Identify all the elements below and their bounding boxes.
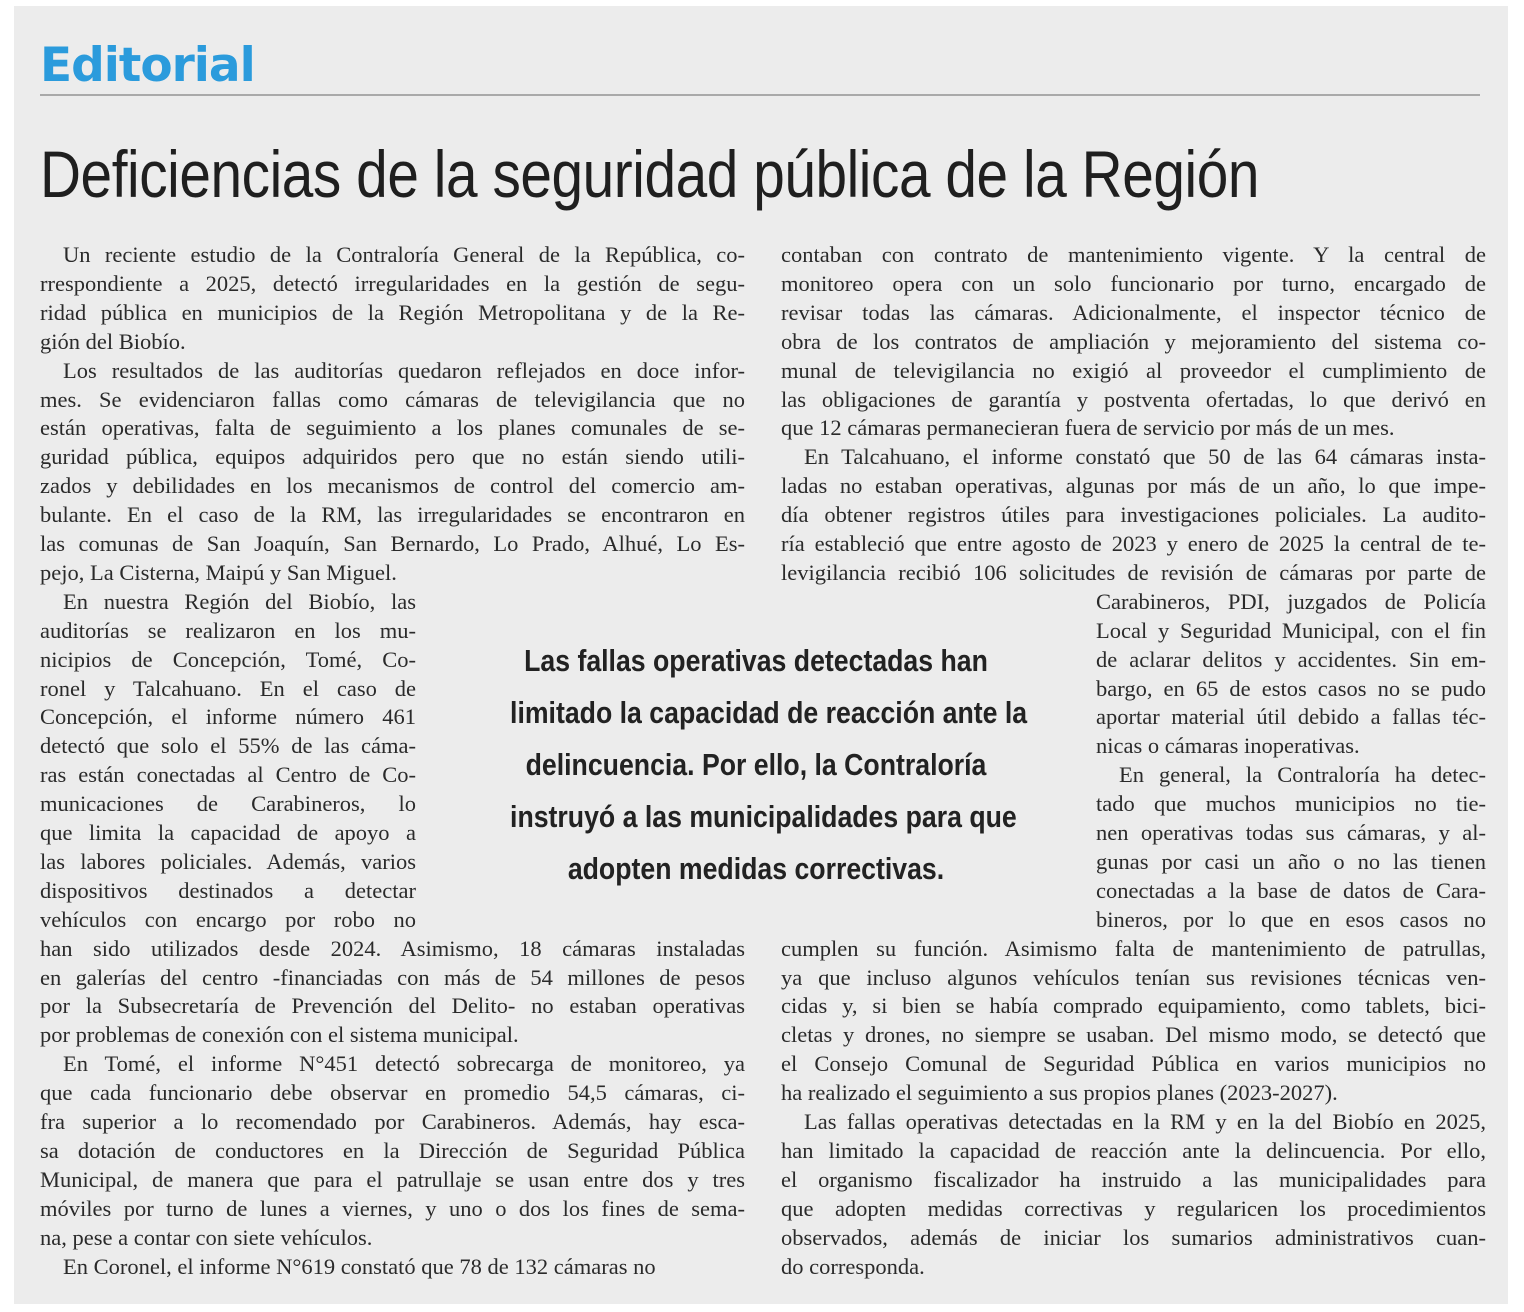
pull-quote-line: adopten medidas correctivas. [567, 851, 945, 886]
text-line: día obtener registros útiles para investigaciones policiales. La audito- [781, 502, 1486, 528]
pull-quote-line: instruyó a las municipalidades para que [510, 799, 1017, 834]
text-line: obra de los contratos de ampliación y mejoramiento del sistema co- [781, 328, 1486, 354]
text-line: las labores policiales. Además, varios [40, 848, 416, 874]
text-line: cumplen su función. Asimismo falta de mantenimiento de patrullas, [781, 935, 1486, 961]
text-line: monitoreo opera con un solo funcionario por turno, encargado de [781, 270, 1486, 296]
text-line: rrespondiente a 2025, detectó irregularidades en la gestión de segu- [40, 270, 745, 296]
text-line: do corresponda. [781, 1253, 925, 1279]
text-line: observados, además de iniciar los sumarios administrativos cuan- [781, 1224, 1486, 1250]
section-divider [40, 94, 1480, 96]
text-line: pejo, La Cisterna, Maipú y San Miguel. [40, 559, 397, 585]
page-title: Deficiencias de la seguridad pública de la Región [40, 137, 1259, 211]
pull-quote-line: delincuencia. Por ello, la Contraloría [525, 747, 987, 782]
text-line: Local y Seguridad Municipal, con el fin [1096, 617, 1486, 643]
text-line: en galerías del centro -financiadas con más de 54 millones de pesos [40, 964, 745, 990]
text-line: Un reciente estudio de la Contraloría General de la República, co- [63, 242, 745, 267]
text-line: munal de televigilancia no exigió al proveedor el cumplimiento de [781, 357, 1486, 383]
text-line: que adopten medidas correctivas y regularicen los procedimientos [781, 1195, 1486, 1221]
text-line: guridad pública, equipos adquiridos pero que no están siendo utili- [40, 444, 745, 470]
text-line: En Coronel, el informe N°619 constató que 78 de 132 cámaras no [63, 1253, 656, 1279]
text-line: bargo, en 65 de estos casos no se pudo [1096, 675, 1486, 701]
text-line: En Talcahuano, el informe constató que 50 de las 64 cámaras insta- [804, 444, 1486, 470]
text-line: contaban con contrato de mantenimiento vigente. Y la central de [781, 242, 1486, 267]
pull-quote [510, 635, 1028, 895]
text-line: En nuestra Región del Biobío, las [63, 588, 416, 614]
text-line: por la Subsecretaría de Prevención del Delito- no estaban operativas [40, 993, 745, 1019]
text-line: zados y debilidades en los mecanismos de control del comercio am- [40, 473, 745, 499]
text-line: ya que incluso algunos vehículos tenían sus revisiones técnicas ven- [781, 964, 1486, 990]
text-line: bulante. En el caso de la RM, las irregularidades se encontraron en [40, 502, 745, 528]
text-line: conectadas a la base de datos de Cara- [1096, 877, 1486, 903]
section-label: Editorial [40, 38, 255, 93]
text-line: cidas y, si bien se había comprado equipamiento, como tablets, bici- [781, 993, 1486, 1019]
text-line: por problemas de conexión con el sistema municipal. [40, 1022, 519, 1048]
text-line: móviles por turno de lunes a viernes, y uno o dos los fines de sema- [40, 1195, 745, 1221]
text-line: municaciones de Carabineros, lo [40, 791, 416, 817]
text-line: Concepción, el informe número 461 [40, 704, 416, 730]
text-line: Las fallas operativas detectadas en la RM y en la del Biobío en 2025, [804, 1109, 1486, 1134]
text-line: nen operativas todas sus cámaras, y al- [1096, 820, 1486, 845]
text-line: están operativas, falta de seguimiento a los planes comunales de se- [40, 415, 745, 441]
text-line: En Tomé, el informe N°451 detectó sobrecarga de monitoreo, ya [63, 1051, 745, 1077]
text-line: ha realizado el seguimiento a sus propios planes (2023-2027). [781, 1080, 1338, 1106]
text-line: dispositivos destinados a detectar [40, 877, 416, 903]
text-line: bineros, por lo que en esos casos no [1096, 906, 1486, 932]
text-line: sa dotación de conductores en la Dirección de Seguridad Pública [40, 1137, 745, 1163]
text-line: gión del Biobío. [40, 328, 186, 354]
text-line: Municipal, de manera que para el patrullaje se usan entre dos y tres [40, 1166, 745, 1192]
text-line: na, pese a contar con siete vehículos. [40, 1224, 373, 1250]
text-line: el organismo fiscalizador ha instruido a las municipalidades para [781, 1166, 1486, 1192]
text-line: han sido utilizados desde 2024. Asimismo, 18 cámaras instaladas [40, 935, 745, 961]
text-line: tado que muchos municipios no tie- [1096, 791, 1486, 817]
text-line: cletas y drones, no siempre se usaban. Del mismo modo, se detectó que [781, 1022, 1486, 1048]
text-line: han limitado la capacidad de reacción ante la delincuencia. Por ello, [781, 1137, 1486, 1163]
text-line: que 12 cámaras permanecieran fuera de servicio por más de un mes. [781, 415, 1395, 441]
text-line: ridad pública en municipios de la Región Metropolitana y de la Re- [40, 299, 745, 325]
text-line: Los resultados de las auditorías quedaron reflejados en doce infor- [63, 357, 745, 383]
text-line: de aclarar delitos y accidentes. Sin em- [1096, 646, 1486, 672]
text-line: ladas no estaban operativas, algunas por más de un año, lo que impe- [781, 473, 1486, 499]
text-line: detectó que solo el 55% de las cáma- [40, 733, 416, 759]
text-line: nicas o cámaras inoperativas. [1096, 733, 1360, 759]
text-line: aportar material útil debido a fallas téc- [1096, 704, 1486, 730]
text-line: las comunas de San Joaquín, San Bernardo, Lo Prado, Alhué, Lo Es- [40, 531, 745, 556]
text-line: el Consejo Comunal de Seguridad Pública en varios municipios no [781, 1051, 1486, 1077]
pull-quote-line: limitado la capacidad de reacción ante la [510, 695, 1028, 730]
text-line: En general, la Contraloría ha detec- [1119, 762, 1486, 788]
text-line: ría estableció que entre agosto de 2023 y enero de 2025 la central de te- [781, 531, 1486, 556]
text-line: gunas por casi un año o no las tienen [1096, 848, 1486, 874]
text-line: ras están conectadas al Centro de Co- [40, 762, 416, 788]
text-line: revisar todas las cámaras. Adicionalmente, el inspector técnico de [781, 299, 1486, 325]
text-line: mes. Se evidenciaron fallas como cámaras de televigilancia que no [40, 386, 745, 412]
text-line: que cada funcionario debe observar en promedio 54,5 cámaras, ci- [40, 1080, 745, 1106]
text-line: que limita la capacidad de apoyo a [40, 820, 416, 845]
text-line: vehículos con encargo por robo no [40, 906, 416, 932]
pull-quote-line: Las fallas operativas detectadas han [524, 643, 988, 678]
text-line: levigilancia recibió 106 solicitudes de revisión de cámaras por parte de [781, 559, 1486, 585]
text-line: nicipios de Concepción, Tomé, Co- [40, 646, 416, 672]
text-line: Carabineros, PDI, juzgados de Policía [1096, 588, 1486, 614]
text-line: las obligaciones de garantía y postventa ofertadas, lo que derivó en [781, 386, 1486, 412]
text-line: auditorías se realizaron en los mu- [40, 617, 416, 643]
text-line: fra superior a lo recomendado por Carabineros. Además, hay esca- [40, 1109, 745, 1134]
text-line: ronel y Talcahuano. En el caso de [40, 675, 416, 701]
